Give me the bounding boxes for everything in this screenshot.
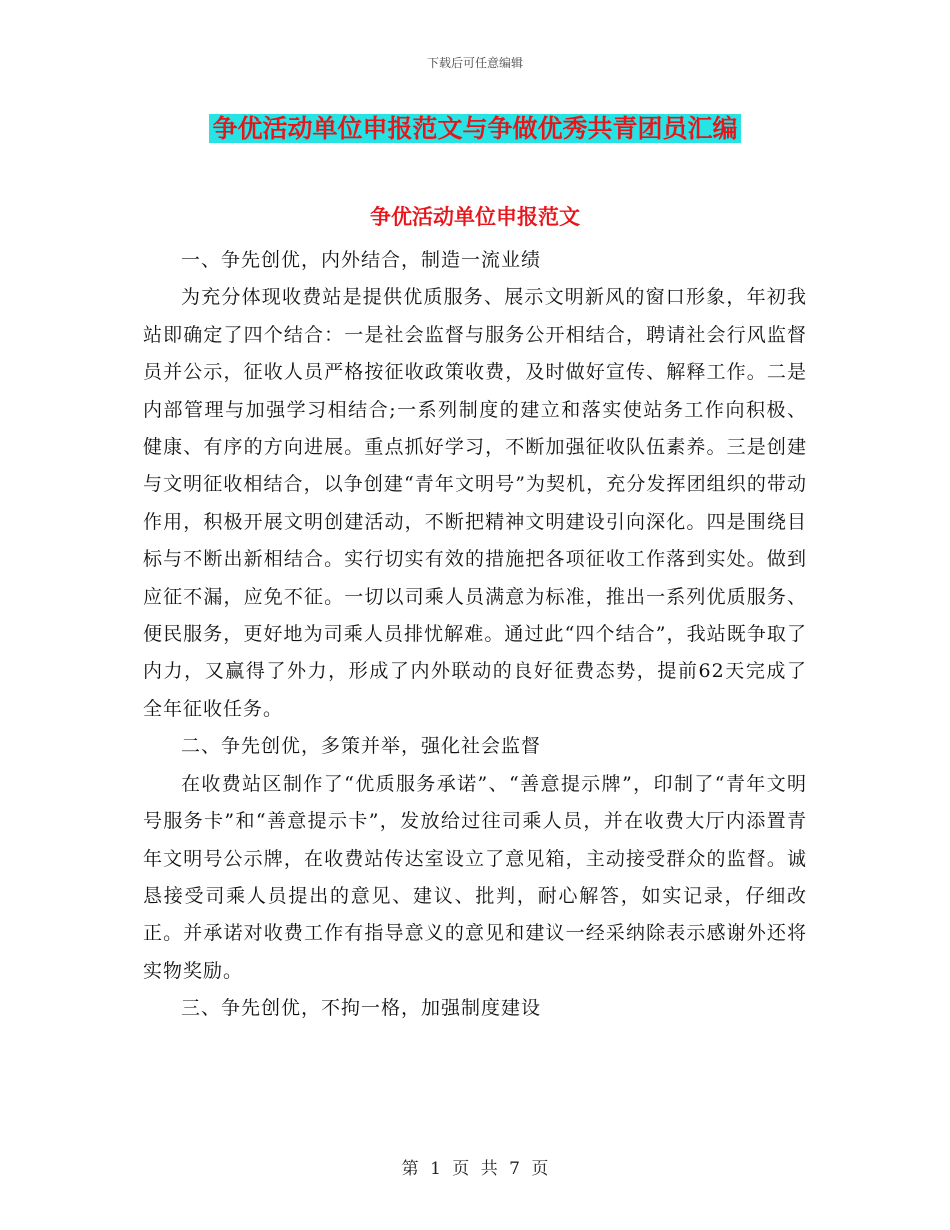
page-header-note: 下载后可任意编辑 xyxy=(426,56,523,70)
paragraph-body-1: 为充分体现收费站是提供优质服务、展示文明新风的窗口形象，年初我站即确定了四个结合：一是社会监督与服务公开相结合，聘请社会行风监督员并公示，征收人员严格按征收政策收费，及时做好宣传、解释工作。二是内部管理与加强学习相结合;一系列制度的建立和落实使站务工作向积极、健康、有序的方向进展。重点抓好学习，不断加强征收队伍素养。三是创建与文明征收相结合，以争创建“青年文明号”为契机，充分发挥团组织的带动作用，积极开展文明创建活动，不断把精神文明建设引向深化。四是围绕目标与不断出新相结合。实行切实有效的措施把各项征收工作落到实处。做到应征不漏，应免不征。一切以司乘人员满意为标准，推出一系列优质服务、便民服务，更好地为司乘人员排忧解难。通过此“四个结合”，我站既争取了内力，又赢得了外力，形成了内外联动的良好征费态势，提前62天完成了全年征收任务。 xyxy=(143,286,807,720)
document-body xyxy=(143,242,807,1028)
document-title xyxy=(0,112,950,146)
paragraph-heading-2: 二、争先创优，多策并举，强化社会监督 xyxy=(181,735,542,758)
paragraph-body-2: 在收费站区制作了“优质服务承诺”、“善意提示牌”，印制了“青年文明号服务卡”和“善意提示卡”，发放给过往司乘人员，并在收费大厅内添置青年文明号公示牌，在收费站传达室设立了意见箱，主动接受群众的监督。诚恳接受司乘人员提出的意见、建议、批判，耐心解答，如实记录，仔细改正。并承诺对收费工作有指导意义的意见和建议一经采纳除表示感谢外还将实物奖励。 xyxy=(143,772,807,982)
document-title-text: 争优活动单位申报范文与争做优秀共青团员汇编 xyxy=(209,114,740,143)
paragraph-heading-1: 一、争先创优，内外结合，制造一流业绩 xyxy=(181,249,542,271)
section-title: 争优活动单位申报范文 xyxy=(370,204,580,229)
page-number-footer: 第 1 页 共 7 页 xyxy=(401,1159,549,1179)
paragraph-heading-3: 三、争先创优，不拘一格，加强制度建设 xyxy=(181,997,542,1020)
